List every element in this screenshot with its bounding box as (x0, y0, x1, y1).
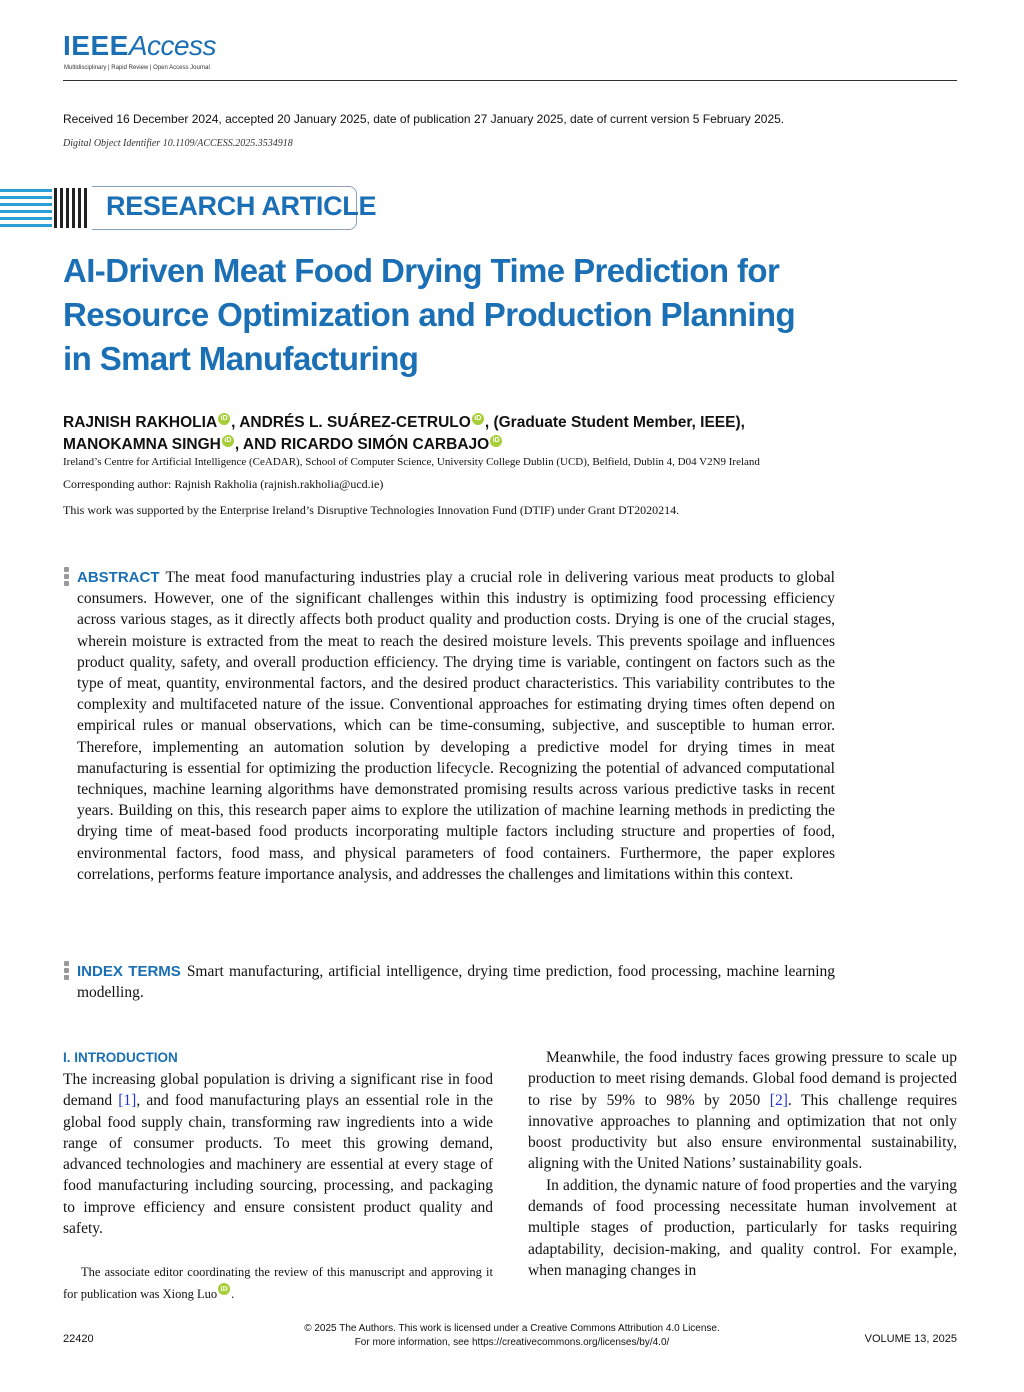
author-name: , ANDRÉS L. SUÁREZ-CETRULO (231, 414, 471, 431)
banner-stripes-icon (0, 186, 52, 230)
title-line-1: AI-Driven Meat Food Drying Time Prediction for (63, 252, 780, 289)
editor-note-end: . (231, 1287, 235, 1301)
paragraph-text: The increasing global population is driving a significant rise in food demand (63, 1071, 493, 1110)
index-terms-label: INDEX TERMS (77, 963, 181, 980)
paragraph-text: , and food manufacturing plays an essential role in the global food supply chain, transforming raw ingredients into a wide range of consumer products. To meet this growing demand, advanced technologies and machinery are essential at every stage of food manufacturing including sourcing, processing, and packaging to improve efficiency and ensure consistent product quality and safety. (63, 1092, 493, 1238)
abstract-text: The meat food manufacturing industries play a crucial role in delivering various meat products to global consumers. However, one of the significant challenges within this industry is optimizing food processing efficiency across various stages, as it directly affects both product quality and production costs. Drying is one of the crucial stages, wherein moisture is extracted from the meat to reach the desired moisture levels. This prevents spoilage and influences product quality, safety, and overall production efficiency. The drying time is variable, contingent on factors such as the type of meat, quantity, environmental factors, and the desired product characteristics. This variability contributes to the complexity and multifaceted nature of the issue. Conventional approaches for estimating drying times often depend on empirical rules or manual observations, which can be time-consuming, subjective, and susceptible to human error. Therefore, implementing an automation solution by developing a predictive model for drying times in meat manufacturing is essential for optimizing the production lifecycle. Recognizing the potential of advanced computational techniques, machine learning algorithms have demonstrated promising results across various predictive tasks in recent years. Building on this, this research paper aims to explore the utilization of machine learning methods in predicting the drying time of meat-based food products incorporating multiple factors including structure and properties of food, environmental factors, food mass, and physical parameters of food containers. Furthermore, the paper explores correlations, performs feature importance analysis, and addresses the challenges and limitations within this context. (77, 569, 835, 883)
intro-paragraph: In addition, the dynamic nature of food properties and the varying demands of food processing necessitate human involvement at multiple stages of production, particularly for tasks requiring adaptability, decision-making, and quality control. For example, when managing changes in (528, 1176, 957, 1279)
abstract-marker-icon (64, 567, 70, 588)
author-name: , AND RICARDO SIMÓN CARBAJO (234, 436, 490, 453)
citation-link[interactable]: [2] (769, 1091, 788, 1109)
volume-label: VOLUME 13, 2025 (864, 1333, 957, 1345)
corresponding-author: Corresponding author: Rajnish Rakholia (rajnish.rakholia@ucd.ie) (63, 477, 384, 491)
author-list (63, 412, 745, 456)
right-column (528, 1047, 957, 1281)
orcid-icon[interactable]: iD (472, 413, 484, 425)
title-line-2: Resource Optimization and Production Planning (63, 296, 796, 333)
title-line-3: in Smart Manufacturing (63, 340, 419, 377)
logo-ieee: IEEE (63, 30, 129, 61)
orcid-icon[interactable]: iD (490, 435, 502, 447)
license-notice (200, 1322, 824, 1350)
ieee-access-logo (63, 30, 217, 71)
index-terms (77, 961, 835, 1003)
citation-link[interactable]: [1] (118, 1092, 137, 1110)
article-type-label: RESEARCH ARTICLE (106, 191, 377, 221)
editor-note-text: The associate editor coordinating the review of this manuscript and approving it for publication was Xiong Luo (63, 1265, 493, 1301)
index-terms-marker-icon (64, 961, 70, 982)
header-rule (63, 80, 957, 81)
license-line: © 2025 The Authors. This work is licensed under a Creative Commons Attribution 4.0 License. (304, 1323, 720, 1334)
abstract-label: ABSTRACT (77, 569, 160, 586)
orcid-icon[interactable]: iD (222, 435, 234, 447)
paper-title (63, 249, 923, 381)
received-dates: Received 16 December 2024, accepted 20 January 2025, date of publication 27 January 2025, date of current version 5 February 2025. (63, 112, 785, 126)
author-name: MANOKAMNA SINGH (63, 436, 221, 453)
paragraph-text: . This challenge requires innovative approaches to planning and optimization that not only boost productivity but also ensure environmental sustainability, aligning with the United Nations’ sustainability goals. (528, 1091, 957, 1173)
left-column (63, 1069, 493, 1239)
doi: Digital Object Identifier 10.1109/ACCESS.2025.3534918 (63, 138, 293, 149)
page-number: 22420 (63, 1333, 94, 1345)
license-link[interactable]: For more information, see https://creativecommons.org/licenses/by/4.0/ (354, 1337, 670, 1348)
abstract (77, 567, 835, 885)
banner-barcode-icon (52, 186, 92, 230)
logo-tagline: Multidisciplinary | Rapid Review | Open Access Journal (64, 65, 210, 71)
section-heading: I. INTRODUCTION (63, 1050, 178, 1065)
affiliation: Ireland’s Centre for Artificial Intelligence (CeADAR), School of Computer Science, University College Dublin (UCD), Belfield, Dublin 4, D04 V2N9 Ireland (63, 456, 760, 468)
index-terms-text: Smart manufacturing, artificial intelligence, drying time prediction, food processing, machine learning modelling. (77, 963, 836, 1002)
editor-note (63, 1262, 493, 1305)
author-membership: , (Graduate Student Member, IEEE), (484, 414, 745, 431)
orcid-icon[interactable]: iD (218, 1283, 230, 1295)
paragraph-text: Meanwhile, the food industry faces growing pressure to scale up production to meet rising demands. Global food demand is projected to rise by 59% to 98% by 2050 (528, 1049, 957, 1109)
author-name: RAJNISH RAKHOLIA (63, 414, 218, 431)
intro-paragraph (528, 1047, 957, 1175)
intro-paragraph (63, 1069, 493, 1239)
orcid-icon[interactable]: iD (218, 413, 230, 425)
funding-note: This work was supported by the Enterprise Ireland’s Disruptive Technologies Innovation Fund (DTIF) under Grant DT2020214. (63, 503, 680, 517)
logo-access: Access (128, 30, 217, 61)
